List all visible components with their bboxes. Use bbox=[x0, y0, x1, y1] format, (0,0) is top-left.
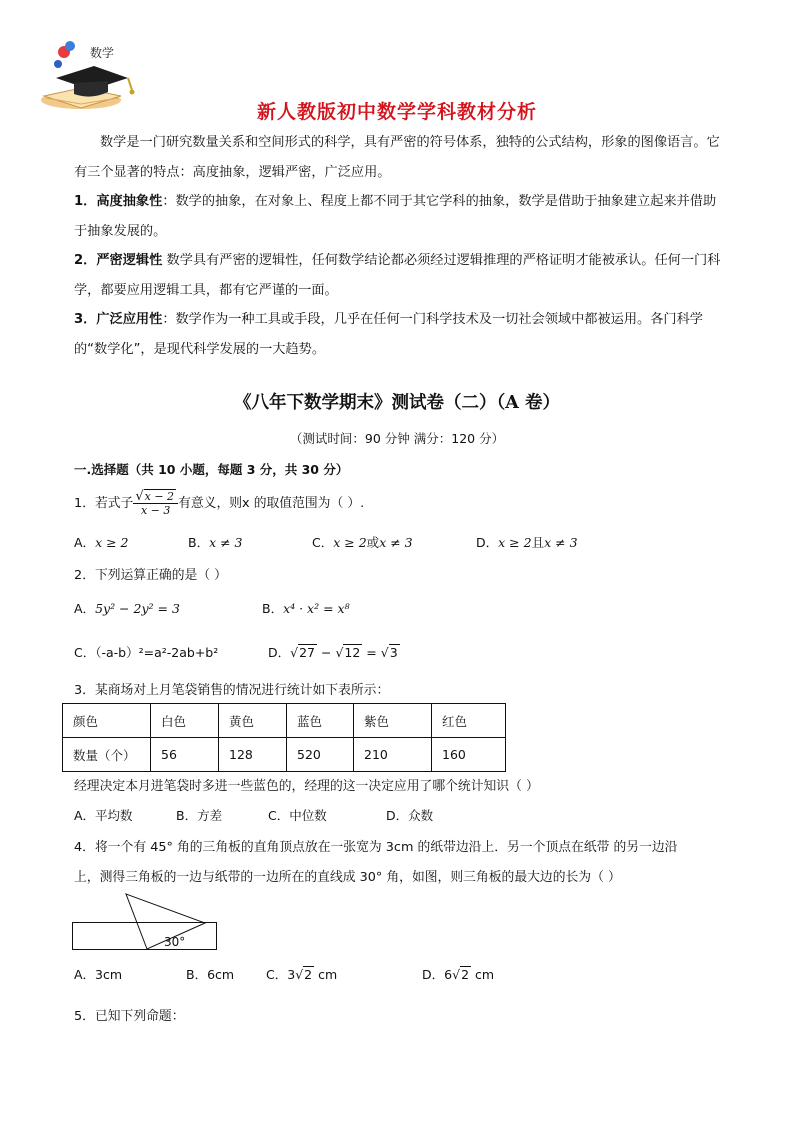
q1-numerator: x − 2 bbox=[144, 490, 175, 503]
q1-option-b: B．x ≠ 3 bbox=[188, 535, 243, 550]
q1-option-c: C．x ≥ 2或x ≠ 3 bbox=[312, 535, 413, 550]
feature-3-text: ：数学作为一种工具或手段，几乎在任何一门科学技术及一切社会领域中都被运用。各门科学的“数学化”，是现代科学发展的一大趋势。 bbox=[74, 312, 703, 357]
question-3: 3．某商场对上月笔袋销售的情况进行统计如下表所示： bbox=[74, 683, 390, 698]
question-2: 2．下列运算正确的是（ ） bbox=[74, 568, 227, 583]
feature-2 bbox=[74, 246, 724, 305]
question-4-line-2: 上，测得三角板的一边与纸带的一边所在的直线成 30° 角，如图，则三角板的最大边的长为（ ） bbox=[74, 870, 621, 885]
table-cell: 520 bbox=[287, 738, 354, 772]
table-cell: 红色 bbox=[432, 704, 506, 738]
table-cell: 128 bbox=[219, 738, 287, 772]
feature-3 bbox=[74, 305, 724, 364]
feature-2-label: 2．严密逻辑性 bbox=[74, 253, 163, 268]
table-cell: 蓝色 bbox=[287, 704, 354, 738]
q1-option-a: A．x ≥ 2 bbox=[74, 535, 129, 550]
q1-fraction: $\frac{√x - 2}{x - 3}$ bbox=[133, 490, 178, 517]
q1-denominator: x − 3 bbox=[140, 504, 171, 517]
feature-1 bbox=[74, 187, 724, 246]
question-4-line-1: 4．将一个有 45° 角的三角板的直角顶点放在一张宽为 3cm 的纸带边沿上．另一个顶点在纸带 的另一边沿 bbox=[74, 840, 678, 855]
q3-question: 经理决定本月进笔袋时多进一些蓝色的，经理的这一决定应用了哪个统计知识（ ） bbox=[74, 779, 539, 794]
q2-option-b: B．x⁴ · x² = x⁸ bbox=[262, 601, 350, 616]
triangle-strip-figure bbox=[70, 890, 222, 952]
q2-option-a: A．5y² − 2y² = 3 bbox=[74, 601, 180, 616]
q3-option-a: A．平均数 bbox=[74, 808, 133, 823]
logo-label: 数学 bbox=[90, 46, 115, 60]
table-cell: 160 bbox=[432, 738, 506, 772]
feature-2-text: 数学具有严密的逻辑性，任何数学结论都必须经过逻辑推理的严格证明才能被承认。任何一门科学，都要应用逻辑工具，都有它严谨的一面。 bbox=[74, 253, 721, 298]
table-row bbox=[63, 738, 506, 772]
table-cell: 白色 bbox=[151, 704, 219, 738]
q2-option-c: C．（-a-b）²=a²-2ab+b² bbox=[74, 645, 219, 660]
exam-title: 《八年下数学期末》测试卷（二）（A 卷） bbox=[234, 393, 560, 413]
table-cell: 210 bbox=[354, 738, 432, 772]
sales-table bbox=[62, 703, 506, 772]
page-title: 新人教版初中数学学科教材分析 bbox=[256, 101, 537, 123]
q3-option-c: C．中位数 bbox=[268, 808, 327, 823]
q1-suffix: 有意义，则x 的取值范围为（ ）. bbox=[178, 496, 365, 511]
q2-option-d: D．√27 − √12 = √3 bbox=[268, 645, 398, 660]
figure-angle-label: 30° bbox=[164, 935, 186, 949]
intro-paragraph: 数学是一门研究数量关系和空间形式的科学，具有严密的符号体系，独特的公式结构，形象的图像语言。它有三个显著的特点：高度抽象，逻辑严密，广泛应用。 bbox=[74, 135, 720, 180]
q3-option-d: D．众数 bbox=[386, 808, 434, 823]
q4-option-b: B．6cm bbox=[186, 967, 235, 982]
table-cell: 颜色 bbox=[63, 704, 151, 738]
q4-option-d: D．6√2 cm bbox=[422, 967, 495, 982]
table-row bbox=[63, 704, 506, 738]
table-cell: 数量（个） bbox=[63, 738, 151, 772]
q1-option-d: D．x ≥ 2且x ≠ 3 bbox=[476, 535, 578, 550]
q4-option-a: A．3cm bbox=[74, 967, 123, 982]
question-1 bbox=[74, 490, 364, 517]
q1-prefix: 1．若式子 bbox=[74, 496, 134, 511]
q4-option-c: C．3√2 cm bbox=[266, 967, 338, 982]
table-cell: 紫色 bbox=[354, 704, 432, 738]
feature-1-text: ：数学的抽象，在对象上、程度上都不同于其它学科的抽象，数学是借助于抽象建立起来并借助于抽象发展的。 bbox=[74, 194, 717, 239]
intro-section bbox=[74, 128, 724, 364]
q3-option-b: B．方差 bbox=[176, 808, 223, 823]
table-cell: 56 bbox=[151, 738, 219, 772]
exam-subtitle: （测试时间：90 分钟 满分：120 分） bbox=[289, 431, 505, 446]
feature-3-label: 3．广泛应用性 bbox=[74, 312, 163, 327]
section-heading: 一.选择题（共 10 小题，每题 3 分，共 30 分） bbox=[74, 462, 349, 477]
question-5: 5．已知下列命题： bbox=[74, 1009, 185, 1024]
table-cell: 黄色 bbox=[219, 704, 287, 738]
feature-1-label: 1．高度抽象性 bbox=[74, 194, 163, 209]
